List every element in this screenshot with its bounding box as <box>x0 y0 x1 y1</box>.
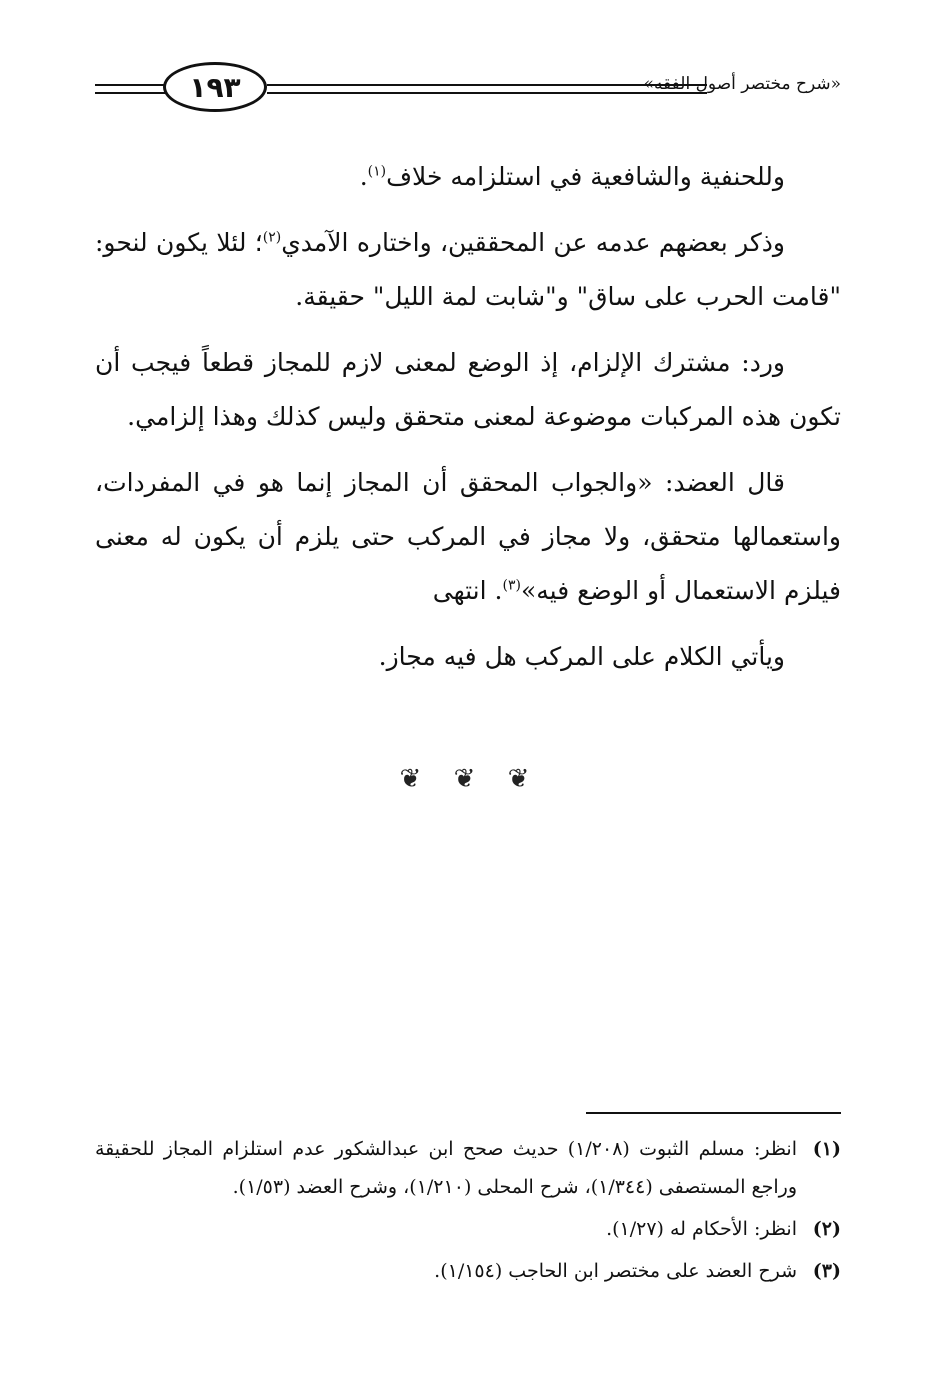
paragraph-text: . انتهى <box>432 576 503 605</box>
footnote-reference: (٢) <box>262 229 282 246</box>
footnote-number: (١) <box>812 1138 841 1160</box>
footnote <box>95 1130 841 1206</box>
footnote-text: انظر: الأحكام له (١/٢٧). <box>606 1218 797 1240</box>
paragraph-text: قال العضد: «والجواب المحقق أن المجاز إنما هو في المفردات، واستعمالها متحقق، ولا مجاز في المركب حتى يلزم أن يكون له معنى فيلزم الاستعمال أو الوضع فيه» <box>95 468 841 605</box>
header-rule <box>267 92 707 94</box>
paragraph-text: . <box>359 162 368 191</box>
footnote-number: (٢) <box>812 1218 841 1240</box>
header-rule <box>267 84 707 86</box>
paragraph <box>95 456 841 618</box>
paragraph-text: ؛ لئلا يكون لنحو: "قامت الحرب على ساق" و"شابت لمة الليل" حقيقة. <box>95 228 841 311</box>
footnote <box>95 1210 841 1248</box>
paragraph <box>95 150 841 204</box>
footnote-text: شرح العضد على مختصر ابن الحاجب (١/١٥٤). <box>434 1260 797 1282</box>
paragraph <box>95 216 841 324</box>
footnote-text: انظر: مسلم الثبوت (١/٢٠٨) حديث صحح ابن عبدالشكور عدم استلزام المجاز للحقيقة وراجع المستصفى (١/٣٤٤)، شرح المحلى (١/٢١٠)، وشرح العضد (١/٥٣). <box>95 1138 798 1198</box>
footnote-reference: (١) <box>367 163 387 180</box>
section-end-ornament-icon: ❦ ❦ ❦ <box>399 764 542 794</box>
page-header <box>95 62 841 114</box>
main-text <box>95 150 841 696</box>
paragraph-text: وذكر بعضهم عدمه عن المحققين، واختاره الآمدي <box>281 228 785 257</box>
footnotes <box>95 1130 841 1294</box>
footnote-reference: (٣) <box>502 577 521 594</box>
paragraph-text: وللحنفية والشافعية في استلزامه خلاف <box>386 162 785 191</box>
footnote <box>95 1252 841 1290</box>
page-number: ١٩٣ <box>163 62 267 112</box>
footnote-separator <box>586 1112 841 1114</box>
paragraph <box>95 336 841 444</box>
paragraph-text: ورد: مشترك الإلزام، إذ الوضع لمعنى لازم للمجاز قطعاً فيجب أن تكون هذه المركبات موضوعة لمعنى متحقق وليس كذلك وهذا إلزامي. <box>95 348 841 431</box>
running-title: «شرح مختصر أصول الفقه» <box>643 74 841 94</box>
footnote-number: (٣) <box>812 1260 841 1282</box>
header-rule <box>95 92 175 94</box>
paragraph <box>95 630 841 684</box>
paragraph-text: ويأتي الكلام على المركب هل فيه مجاز. <box>378 642 785 671</box>
